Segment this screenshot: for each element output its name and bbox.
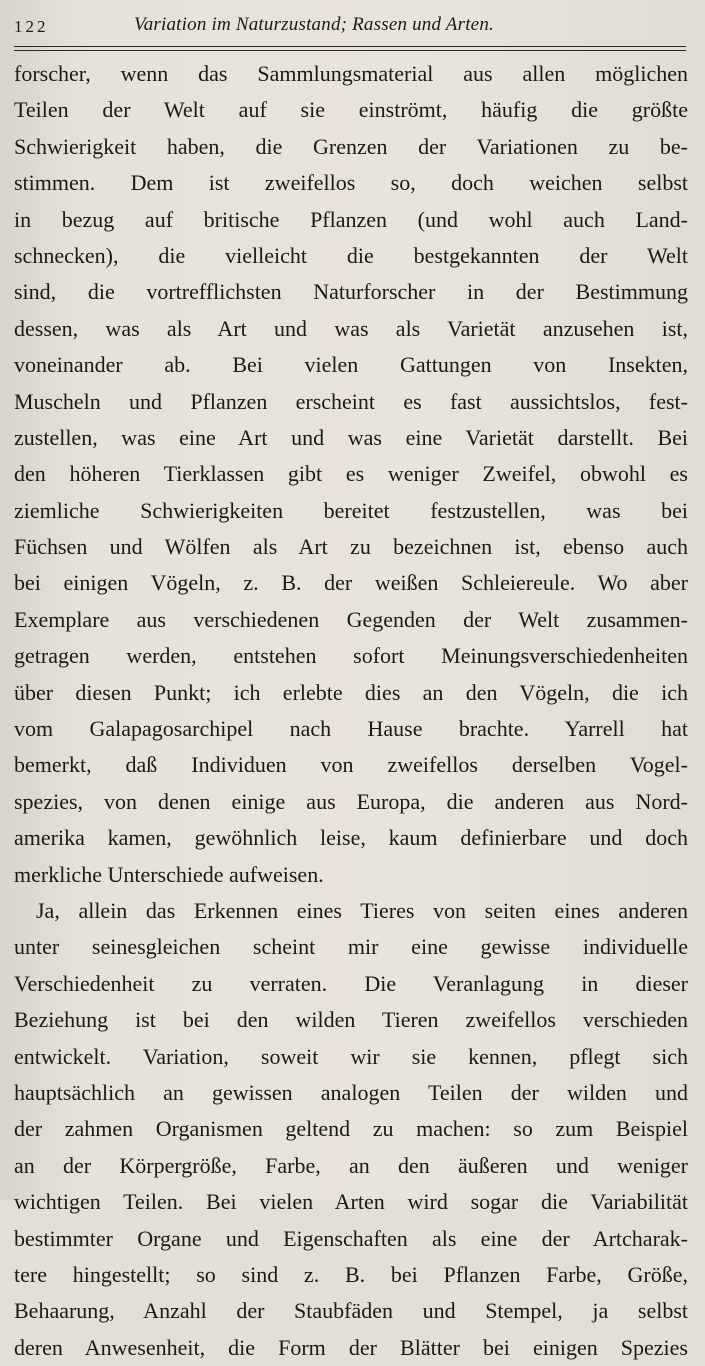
text-line: ziemliche Schwierigkeiten bereitet festzustellen, was bei <box>14 497 688 523</box>
text-line: bestimmter Organe und Eigenschaften als eine der Artcharak- <box>14 1225 688 1251</box>
text-line: forscher, wenn das Sammlungsmaterial aus allen möglichen <box>14 61 688 86</box>
header-rule-bottom <box>14 50 686 51</box>
text-line: getragen werden, entstehen sofort Meinungsverschiedenheiten <box>14 643 688 669</box>
page-header <box>14 12 694 42</box>
text-line: amerika kamen, gewöhnlich leise, kaum definierbare und doch <box>14 825 688 851</box>
page-number: 122 <box>14 17 49 36</box>
paragraph-last-line: merkliche Unterschiede aufweisen. <box>14 861 324 887</box>
text-line: dessen, was als Art und was als Varietät anzusehen ist, <box>14 315 688 341</box>
text-line: spezies, von denen einige aus Europa, die anderen aus Nord- <box>14 788 688 814</box>
text-line: in bezug auf britische Pflanzen (und wohl auch Land- <box>14 206 688 232</box>
text-line: unter seinesgleichen scheint mir eine gewisse individuelle <box>14 934 688 960</box>
text-line: schnecken), die vielleicht die bestgekannten der Welt <box>14 242 688 268</box>
text-line: Behaarung, Anzahl der Staubfäden und Stempel, ja selbst <box>14 1298 688 1324</box>
text-line: über diesen Punkt; ich erlebte dies an den Vögeln, die ich <box>14 679 688 705</box>
body-text <box>14 56 688 1366</box>
text-line: sind, die vortrefflichsten Naturforscher in der Bestimmung <box>14 279 688 305</box>
text-line: Teilen der Welt auf sie einströmt, häufig die größte <box>14 97 688 123</box>
text-line: Schwierigkeit haben, die Grenzen der Variationen zu be- <box>14 133 688 159</box>
text-line: tere hingestellt; so sind z. B. bei Pflanzen Farbe, Größe, <box>14 1261 688 1287</box>
text-line: Beziehung ist bei den wilden Tieren zweifellos verschieden <box>14 1007 688 1033</box>
paragraph-first-line: Ja, allein das Erkennen eines Tieres von seiten eines anderen <box>36 897 688 923</box>
text-line: den höheren Tierklassen gibt es weniger Zweifel, obwohl es <box>14 461 688 487</box>
text-line: Muscheln und Pflanzen erscheint es fast aussichtslos, fest- <box>14 388 688 414</box>
text-line: deren Anwesenheit, die Form der Blätter bei einigen Spezies <box>14 1334 688 1360</box>
running-title: Variation im Naturzustand; Rassen und Arten. <box>134 14 494 35</box>
text-line: an der Körpergröße, Farbe, an den äußeren und weniger <box>14 1152 688 1178</box>
text-line: hauptsächlich an gewissen analogen Teilen der wilden und <box>14 1079 688 1105</box>
text-line: voneinander ab. Bei vielen Gattungen von Insekten, <box>14 352 688 378</box>
text-line: entwickelt. Variation, soweit wir sie kennen, pflegt sich <box>14 1043 688 1069</box>
text-line: Verschiedenheit zu verraten. Die Veranlagung in dieser <box>14 970 688 996</box>
text-line: stimmen. Dem ist zweifellos so, doch weichen selbst <box>14 170 688 196</box>
header-rule-top <box>14 46 686 47</box>
text-line: der zahmen Organismen geltend zu machen: so zum Beispiel <box>14 1116 688 1142</box>
text-line: bei einigen Vögeln, z. B. der weißen Schleiereule. Wo aber <box>14 570 688 596</box>
text-line: vom Galapagosarchipel nach Hause brachte. Yarrell hat <box>14 716 688 742</box>
text-line: zustellen, was eine Art und was eine Varietät darstellt. Bei <box>14 424 688 450</box>
text-line: Exemplare aus verschiedenen Gegenden der Welt zusammen- <box>14 606 688 632</box>
text-line: Füchsen und Wölfen als Art zu bezeichnen ist, ebenso auch <box>14 534 688 560</box>
text-line: wichtigen Teilen. Bei vielen Arten wird sogar die Variabilität <box>14 1189 688 1215</box>
text-line: bemerkt, daß Individuen von zweifellos derselben Vogel- <box>14 752 688 778</box>
